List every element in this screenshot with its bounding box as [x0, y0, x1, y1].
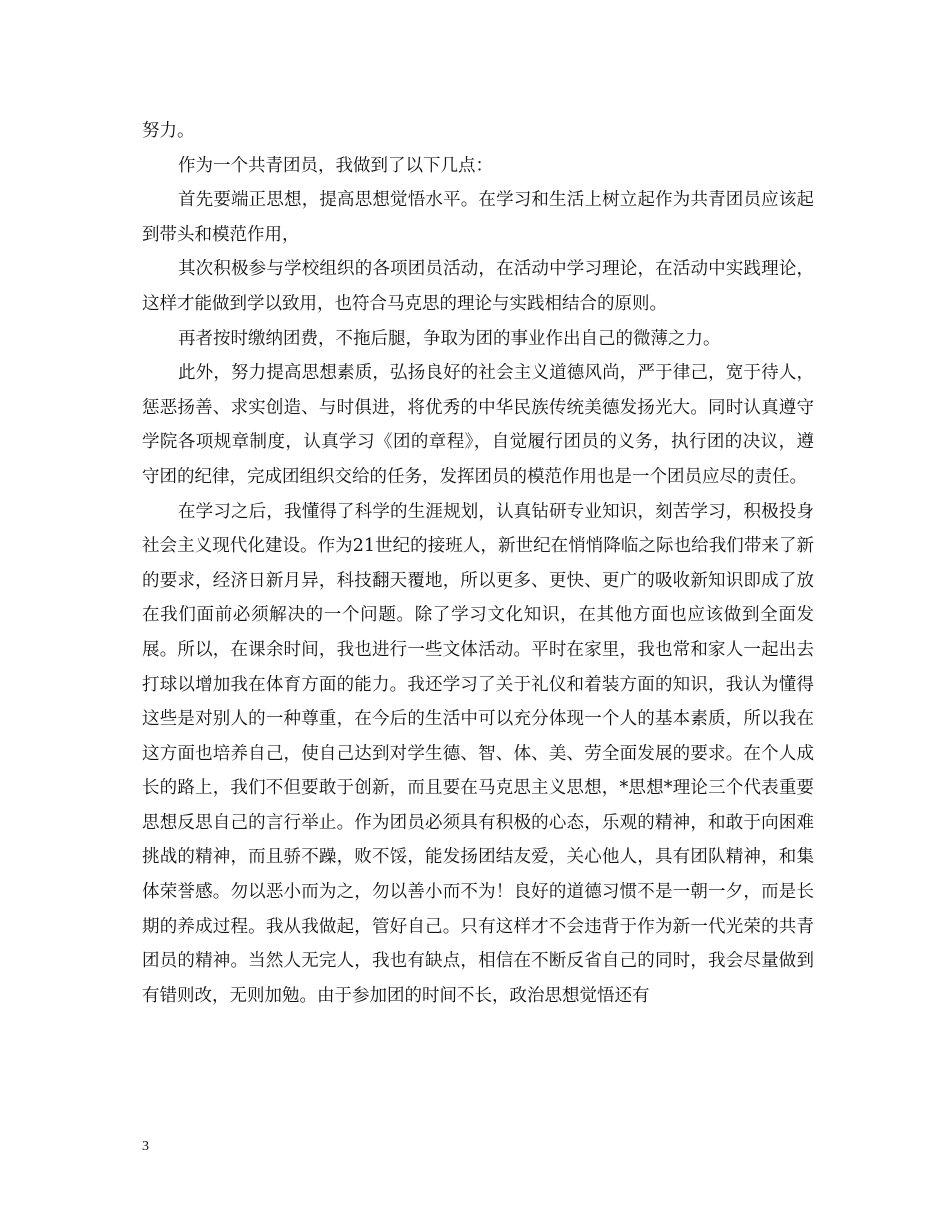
- paragraph: 在学习之后，我懂得了科学的生涯规划，认真钻研专业知识，刻苦学习，积极投身社会主义现代化建设。作为21世纪的接班人，新世纪在悄悄降临之际也给我们带来了新的要求，经济日新月异，科技翻天覆地，所以更多、更快、更广的吸收新知识即成了放在我们面前必须解决的一个问题。除了学习文化知识，在其他方面也应该做到全面发展。所以，在课余时间，我也进行一些文体活动。平时在家里，我也常和家人一起出去打球以增加我在体育方面的能力。我还学习了关于礼仪和着装方面的知识，我认为懂得这些是对别人的一种尊重，在今后的生活中可以充分体现一个人的基本素质，所以我在这方面也培养自己，使自己达到对学生德、智、体、美、劳全面发展的要求。在个人成长的路上，我们不但要敢于创新，而且要在马克思主义思想，*思想*理论三个代表重要思想反思自己的言行举止。作为团员必须具有积极的心态，乐观的精神，和敢于向困难挑战的精神，而且骄不躁，败不馁，能发扬团结友爱，关心他人，具有团队精神，和集体荣誉感。勿以恶小而为之，勿以善小而不为！良好的道德习惯不是一朝一夕，而是长期的养成过程。我从我做起，管好自己。只有这样才不会违背于作为新一代光荣的共青团员的精神。当然人无完人，我也有缺点，相信在不断反省自己的同时，我会尽量做到有错则改，无则加勉。由于参加团的时间不长，政治思想觉悟还有: [142, 501, 814, 1006]
- body-text: [142, 114, 814, 1013]
- paragraph: 其次积极参与学校组织的各项团员活动，在活动中学习理论，在活动中实践理论，这样才能做到学以致用，也符合马克思的理论与实践相结合的原则。: [142, 259, 814, 314]
- paragraph-continuation: 努力。: [142, 121, 195, 141]
- paragraph: 此外，努力提高思想素质，弘扬良好的社会主义道德风尚，严于律己，宽于待人，惩恶扬善、求实创造、与时俱进，将优秀的中华民族传统美德发扬光大。同时认真遵守学院各项规章制度，认真学习《团的章程》，自觉履行团员的义务，执行团的决议，遵守团的纪律，完成团组织交给的任务，发挥团员的模范作用也是一个团员应尽的责任。: [142, 363, 814, 487]
- page-number: 3: [142, 1139, 149, 1154]
- paragraph: 首先要端正思想，提高思想觉悟水平。在学习和生活上树立起作为共青团员应该起到带头和模范作用，: [142, 190, 814, 245]
- paragraph: 再者按时缴纳团费，不拖后腿，争取为团的事业作出自己的微薄之力。: [178, 328, 721, 349]
- paragraph: 作为一个共青团员，我做到了以下几点：: [178, 155, 493, 176]
